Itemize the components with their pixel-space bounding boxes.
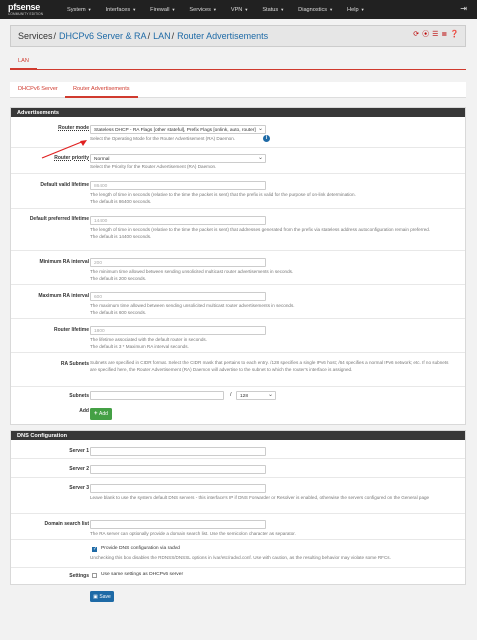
server2-row — [11, 459, 465, 478]
default-valid-lifetime-input[interactable]: 86400 — [90, 181, 266, 190]
server3-input[interactable] — [90, 484, 266, 493]
menu-interfaces[interactable]: Interfaces ▼ — [105, 6, 137, 13]
save-button[interactable]: ▣ Save — [90, 591, 114, 602]
same-settings-checkbox[interactable] — [92, 573, 97, 578]
caret-down-icon: ▼ — [360, 7, 365, 12]
add-row — [11, 405, 465, 425]
router-mode-help: Select the Operating Mode for the Router Advertisement (RA) Daemon. — [90, 136, 236, 141]
provide-dns-help: Unchecking this box disables the RDNSS/DNSSL options in /var/etc/radvd.conf. Use with caution, as the resulting behavior may violate some RFCs. — [90, 555, 391, 560]
advertisements-panel-title: Advertisements — [11, 108, 465, 117]
maximum-ra-interval-help: The maximum time allowed between sending unsolicited multicast router advertisements in seconds. The default is 600 seconds. — [90, 303, 295, 315]
breadcrumb-lan[interactable]: LAN — [153, 31, 171, 41]
caret-down-icon: ▼ — [132, 7, 137, 12]
caret-down-icon: ▼ — [244, 7, 249, 12]
ra-subnets-help: Subnets are specified in CIDR format. Select the CIDR mask that pertains to each entry. /128 specifies a single IPv6 host; /64 specifies a normal IPv6 network; etc. If no subnets are specified here, the Router Advertisement (RA) Daemon will advertise to the subnet to which the router's interface is assigned. — [90, 360, 449, 372]
menu-system[interactable]: System ▼ — [67, 6, 92, 13]
menu-firewall[interactable]: Firewall ▼ — [150, 6, 176, 13]
breadcrumb-router-advertisements[interactable]: Router Advertisements — [177, 31, 269, 41]
subnet-slash: / — [230, 392, 232, 398]
settings-sliders-icon[interactable]: ☰ — [432, 31, 439, 38]
dns-panel-title: DNS Configuration — [11, 431, 465, 440]
tab-dhcpv6-server[interactable]: DHCPv6 Server — [18, 86, 58, 92]
domain-search-label: Domain search list — [44, 521, 89, 527]
default-valid-lifetime-help: The length of time in seconds (relative to the time the packet is sent) that the prefix is valid for the purpose of on-link determination. The default is 86400 seconds. — [90, 192, 356, 204]
router-lifetime-row — [11, 319, 465, 353]
caret-down-icon: ▼ — [212, 7, 217, 12]
server1-label: Server 1 — [69, 448, 89, 454]
caret-down-icon: ▼ — [329, 7, 334, 12]
router-lifetime-help: The lifetime associated with the default router in seconds. The default is 3 * Maximum RA interval seconds. — [90, 337, 207, 349]
log-list-icon[interactable]: ≣ — [441, 31, 448, 38]
interface-tabs — [10, 54, 466, 70]
breadcrumb-services: Services — [18, 31, 53, 41]
router-mode-label: Router mode — [58, 125, 89, 131]
server2-input[interactable] — [90, 465, 266, 474]
default-preferred-lifetime-row — [11, 209, 465, 251]
server3-label: Server 3 — [69, 485, 89, 491]
tab-router-advertisements[interactable]: Router Advertisements — [65, 82, 138, 98]
restart-service-icon[interactable]: ⟳ — [413, 31, 420, 38]
server2-label: Server 2 — [69, 466, 89, 472]
dns-configuration-panel — [10, 430, 466, 585]
stop-service-icon[interactable]: ⦿ — [422, 31, 430, 38]
same-settings-label: Use same settings as DHCPv6 server — [101, 572, 184, 577]
caret-down-icon: ▼ — [280, 7, 285, 12]
default-preferred-lifetime-label: Default preferred lifetime — [29, 216, 89, 222]
annotation-arrow — [40, 138, 90, 160]
settings-row — [11, 568, 465, 584]
router-priority-select[interactable]: Normal ⌄ — [90, 154, 266, 163]
pfsense-logo[interactable] — [6, 0, 54, 19]
maximum-ra-interval-row — [11, 285, 465, 319]
menu-vpn[interactable]: VPN ▼ — [230, 6, 249, 13]
default-preferred-lifetime-input[interactable]: 14400 — [90, 216, 266, 225]
page-action-icons — [413, 31, 459, 38]
domain-search-help: The RA server can optionally provide a domain search list. Use the semicolon character as separator. — [90, 531, 296, 536]
caret-down-icon: ▼ — [171, 7, 176, 12]
help-icon[interactable]: ❓ — [450, 31, 459, 38]
router-priority-label: Router priority — [54, 155, 89, 161]
subnet-address-input[interactable] — [90, 391, 224, 400]
ra-subnets-row — [11, 353, 465, 387]
top-navbar — [0, 0, 477, 19]
breadcrumb: Services / DHCPv6 Server & RA / LAN / Router Advertisements ⟳ ⦿ ☰ ≣ ❓ — [10, 25, 466, 47]
minimum-ra-interval-input[interactable]: 200 — [90, 258, 266, 267]
domain-search-row — [11, 514, 465, 540]
section-tabs — [10, 82, 466, 98]
settings-label: Settings — [69, 573, 89, 579]
menu-status[interactable]: Status ▼ — [262, 6, 285, 13]
brand-edition: COMMUNITY EDITION — [8, 12, 44, 16]
default-valid-lifetime-row — [11, 174, 465, 209]
plus-icon: + — [94, 411, 98, 417]
add-subnet-button[interactable]: + Add — [90, 408, 112, 420]
server3-row — [11, 478, 465, 514]
router-lifetime-input[interactable]: 1800 — [90, 326, 266, 335]
minimum-ra-interval-label: Minimum RA interval — [39, 259, 89, 265]
default-valid-lifetime-label: Default valid lifetime — [40, 182, 89, 188]
info-icon[interactable]: i — [263, 135, 270, 142]
router-mode-select[interactable]: Stateless DHCP - RA Flags [other stateful], Prefix Flags [onlink, auto, router] ⌄ — [90, 125, 266, 134]
menu-help[interactable]: Help ▼ — [347, 6, 365, 13]
domain-search-input[interactable] — [90, 520, 266, 529]
subnets-label: Subnets — [69, 393, 89, 399]
breadcrumb-dhcpv6[interactable]: DHCPv6 Server & RA — [59, 31, 147, 41]
ra-subnets-label: RA Subnets — [60, 361, 89, 367]
subnets-row — [11, 387, 465, 405]
provide-dns-checkbox[interactable] — [92, 547, 97, 552]
dns-servers-help: Leave blank to use the system default DNS servers - this interface's IP if DNS Forwarder or Resolver is enabled, otherwise the servers configured on the General page — [90, 495, 430, 500]
menu-diagnostics[interactable]: Diagnostics ▼ — [298, 6, 334, 13]
logout-icon[interactable]: ⇥ — [460, 4, 467, 13]
provide-dns-row — [11, 540, 465, 568]
brand-name: sense — [15, 2, 40, 12]
tab-lan[interactable]: LAN — [10, 54, 37, 70]
caret-down-icon: ▼ — [87, 7, 92, 12]
minimum-ra-interval-row — [11, 251, 465, 285]
router-lifetime-label: Router lifetime — [53, 327, 89, 333]
maximum-ra-interval-input[interactable]: 600 — [90, 292, 266, 301]
save-icon: ▣ — [93, 593, 98, 600]
router-priority-help: Select the Priority for the Router Advertisement (RA) Daemon. — [90, 164, 217, 169]
minimum-ra-interval-help: The minimum time allowed between sending unsolicited multicast router advertisements in seconds. The default is 200 seconds. — [90, 269, 294, 281]
main-menu — [60, 0, 372, 19]
server1-row — [11, 441, 465, 459]
provide-dns-label: Provide DNS configuration via radvd — [101, 546, 180, 551]
menu-services[interactable]: Services ▼ — [189, 6, 217, 13]
add-label: Add — [79, 408, 89, 414]
maximum-ra-interval-label: Maximum RA interval — [38, 293, 89, 299]
default-preferred-lifetime-help: The length of time in seconds (relative to the time the packet is sent) that addresses generated from the prefix via stateless address autoconfiguration remain preferred. The default is 14400 seconds. — [90, 227, 431, 239]
brand-prefix: pf — [8, 2, 16, 12]
server1-input[interactable] — [90, 447, 266, 456]
subnet-mask-select[interactable]: 128 ⌄ — [236, 391, 276, 400]
